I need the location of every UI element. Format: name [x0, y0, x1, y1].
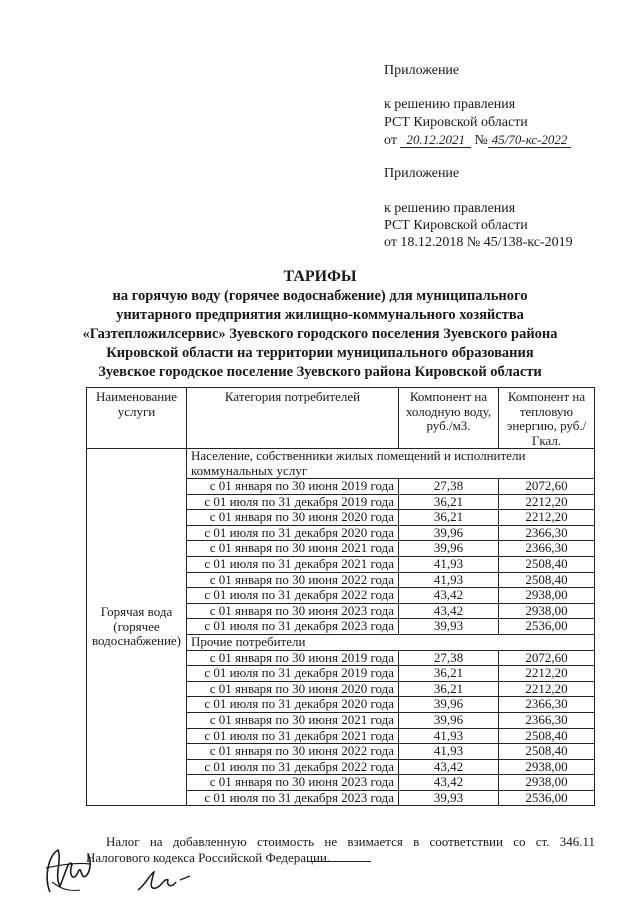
- period-cell: с 01 июля по 31 декабря 2019 года: [187, 666, 399, 682]
- title-line-5: Зуевское городское поселение Зуевского района Кировской области: [98, 364, 542, 380]
- cold-water-cell: 36,21: [399, 510, 499, 526]
- decision-date-line-1: [384, 131, 571, 149]
- cold-water-cell: 39,96: [399, 697, 499, 713]
- heat-energy-cell: 2536,00: [499, 790, 595, 806]
- cold-water-cell: 41,93: [399, 556, 499, 572]
- title-line-4: Кировской области на территории муниципального образования: [106, 345, 534, 361]
- header-service: Наименование услуги: [87, 388, 187, 449]
- period-cell: с 01 января по 30 июня 2020 года: [187, 681, 399, 697]
- decision-ref-2: к решению правления: [384, 201, 516, 216]
- period-cell: с 01 января по 30 июня 2021 года: [187, 712, 399, 728]
- period-cell: с 01 июля по 31 декабря 2020 года: [187, 525, 399, 541]
- cold-water-cell: 39,93: [399, 790, 499, 806]
- heat-energy-cell: 2212,20: [499, 510, 595, 526]
- heat-energy-cell: 2938,00: [499, 775, 595, 791]
- period-cell: с 01 января по 30 июня 2023 года: [187, 603, 399, 619]
- appendix-label-1: Приложение: [384, 63, 460, 78]
- number-prefix: №: [474, 133, 488, 148]
- period-cell: с 01 января по 30 июня 2019 года: [187, 650, 399, 666]
- period-cell: с 01 января по 30 июня 2022 года: [187, 572, 399, 588]
- period-cell: с 01 июля по 31 декабря 2023 года: [187, 619, 399, 635]
- cold-water-cell: 41,93: [399, 572, 499, 588]
- heat-energy-cell: 2366,30: [499, 697, 595, 713]
- title-line-2: унитарного предприятия жилищно-коммунального хозяйства: [116, 307, 524, 323]
- signature-right: [136, 866, 202, 898]
- heat-energy-cell: 2212,20: [499, 494, 595, 510]
- handwritten-number: 45/70-кс-2022: [488, 132, 572, 148]
- cold-water-cell: 43,42: [399, 603, 499, 619]
- header-category: Категория потребителей: [187, 388, 399, 449]
- vat-note-line-2: Налогового кодекса Российской Федерации.: [86, 850, 331, 865]
- document-title: ТАРИФЫ: [283, 268, 357, 285]
- cold-water-cell: 43,42: [399, 588, 499, 604]
- tariffs-table: [86, 387, 595, 806]
- cold-water-cell: 39,96: [399, 525, 499, 541]
- heat-energy-cell: 2366,30: [499, 541, 595, 557]
- heat-energy-cell: 2072,60: [499, 650, 595, 666]
- period-cell: с 01 июля по 31 декабря 2022 года: [187, 759, 399, 775]
- service-name-cell: Горячая вода (горячее водоснабжение): [87, 449, 187, 806]
- period-cell: с 01 июля по 31 декабря 2023 года: [187, 790, 399, 806]
- cold-water-cell: 39,93: [399, 619, 499, 635]
- heat-energy-cell: 2212,20: [499, 681, 595, 697]
- title-line-3: «Газтепложилсервис» Зуевского городского поселения Зуевского района: [82, 326, 558, 342]
- appendix-label-2: Приложение: [384, 166, 460, 181]
- group-name-cell: Прочие потребители: [187, 634, 595, 650]
- heat-energy-cell: 2508,40: [499, 728, 595, 744]
- decision-date-line-2: от 18.12.2018 № 45/138-кс-2019: [384, 235, 573, 250]
- vat-note-line-1: Налог на добавленную стоимость не взимается в соответствии со ст. 346.11: [106, 834, 595, 849]
- handwritten-date: 20.12.2021: [400, 132, 471, 148]
- date-prefix: от: [384, 133, 397, 148]
- heat-energy-cell: 2508,40: [499, 744, 595, 760]
- cold-water-cell: 36,21: [399, 681, 499, 697]
- heat-energy-cell: 2212,20: [499, 666, 595, 682]
- period-cell: с 01 июля по 31 декабря 2019 года: [187, 494, 399, 510]
- period-cell: с 01 января по 30 июня 2021 года: [187, 541, 399, 557]
- header-heat-energy: Компонент на тепловую энергию, руб./Гкал.: [499, 388, 595, 449]
- period-cell: с 01 января по 30 июня 2023 года: [187, 775, 399, 791]
- cold-water-cell: 39,96: [399, 541, 499, 557]
- header-cold-water: Компонент на холодную воду, руб./м3.: [399, 388, 499, 449]
- table-header-row: [87, 388, 595, 449]
- heat-energy-cell: 2366,30: [499, 525, 595, 541]
- heat-energy-cell: 2508,40: [499, 572, 595, 588]
- group-name-cell: Население, собственники жилых помещений и исполнители коммунальных услуг: [187, 449, 595, 479]
- heat-energy-cell: 2366,30: [499, 712, 595, 728]
- cold-water-cell: 43,42: [399, 759, 499, 775]
- closing-divider: [307, 861, 371, 862]
- org-name-2: РСТ Кировской области: [384, 218, 528, 233]
- heat-energy-cell: 2072,60: [499, 479, 595, 495]
- decision-ref-1: к решению правления: [384, 97, 516, 112]
- heat-energy-cell: 2508,40: [499, 556, 595, 572]
- heat-energy-cell: 2938,00: [499, 603, 595, 619]
- heat-energy-cell: 2938,00: [499, 759, 595, 775]
- cold-water-cell: 27,38: [399, 479, 499, 495]
- period-cell: с 01 июля по 31 декабря 2020 года: [187, 697, 399, 713]
- heat-energy-cell: 2536,00: [499, 619, 595, 635]
- cold-water-cell: 36,21: [399, 494, 499, 510]
- cold-water-cell: 27,38: [399, 650, 499, 666]
- cold-water-cell: 41,93: [399, 744, 499, 760]
- period-cell: с 01 июля по 31 декабря 2022 года: [187, 588, 399, 604]
- period-cell: с 01 января по 30 июня 2020 года: [187, 510, 399, 526]
- period-cell: с 01 января по 30 июня 2019 года: [187, 479, 399, 495]
- period-cell: с 01 июля по 31 декабря 2021 года: [187, 556, 399, 572]
- group-row: [87, 449, 595, 479]
- org-name-1: РСТ Кировской области: [384, 115, 528, 130]
- signature-left: [38, 842, 100, 900]
- cold-water-cell: 39,96: [399, 712, 499, 728]
- cold-water-cell: 43,42: [399, 775, 499, 791]
- period-cell: с 01 июля по 31 декабря 2021 года: [187, 728, 399, 744]
- period-cell: с 01 января по 30 июня 2022 года: [187, 744, 399, 760]
- title-line-1: на горячую воду (горячее водоснабжение) для муниципального: [112, 288, 528, 304]
- cold-water-cell: 36,21: [399, 666, 499, 682]
- heat-energy-cell: 2938,00: [499, 588, 595, 604]
- cold-water-cell: 41,93: [399, 728, 499, 744]
